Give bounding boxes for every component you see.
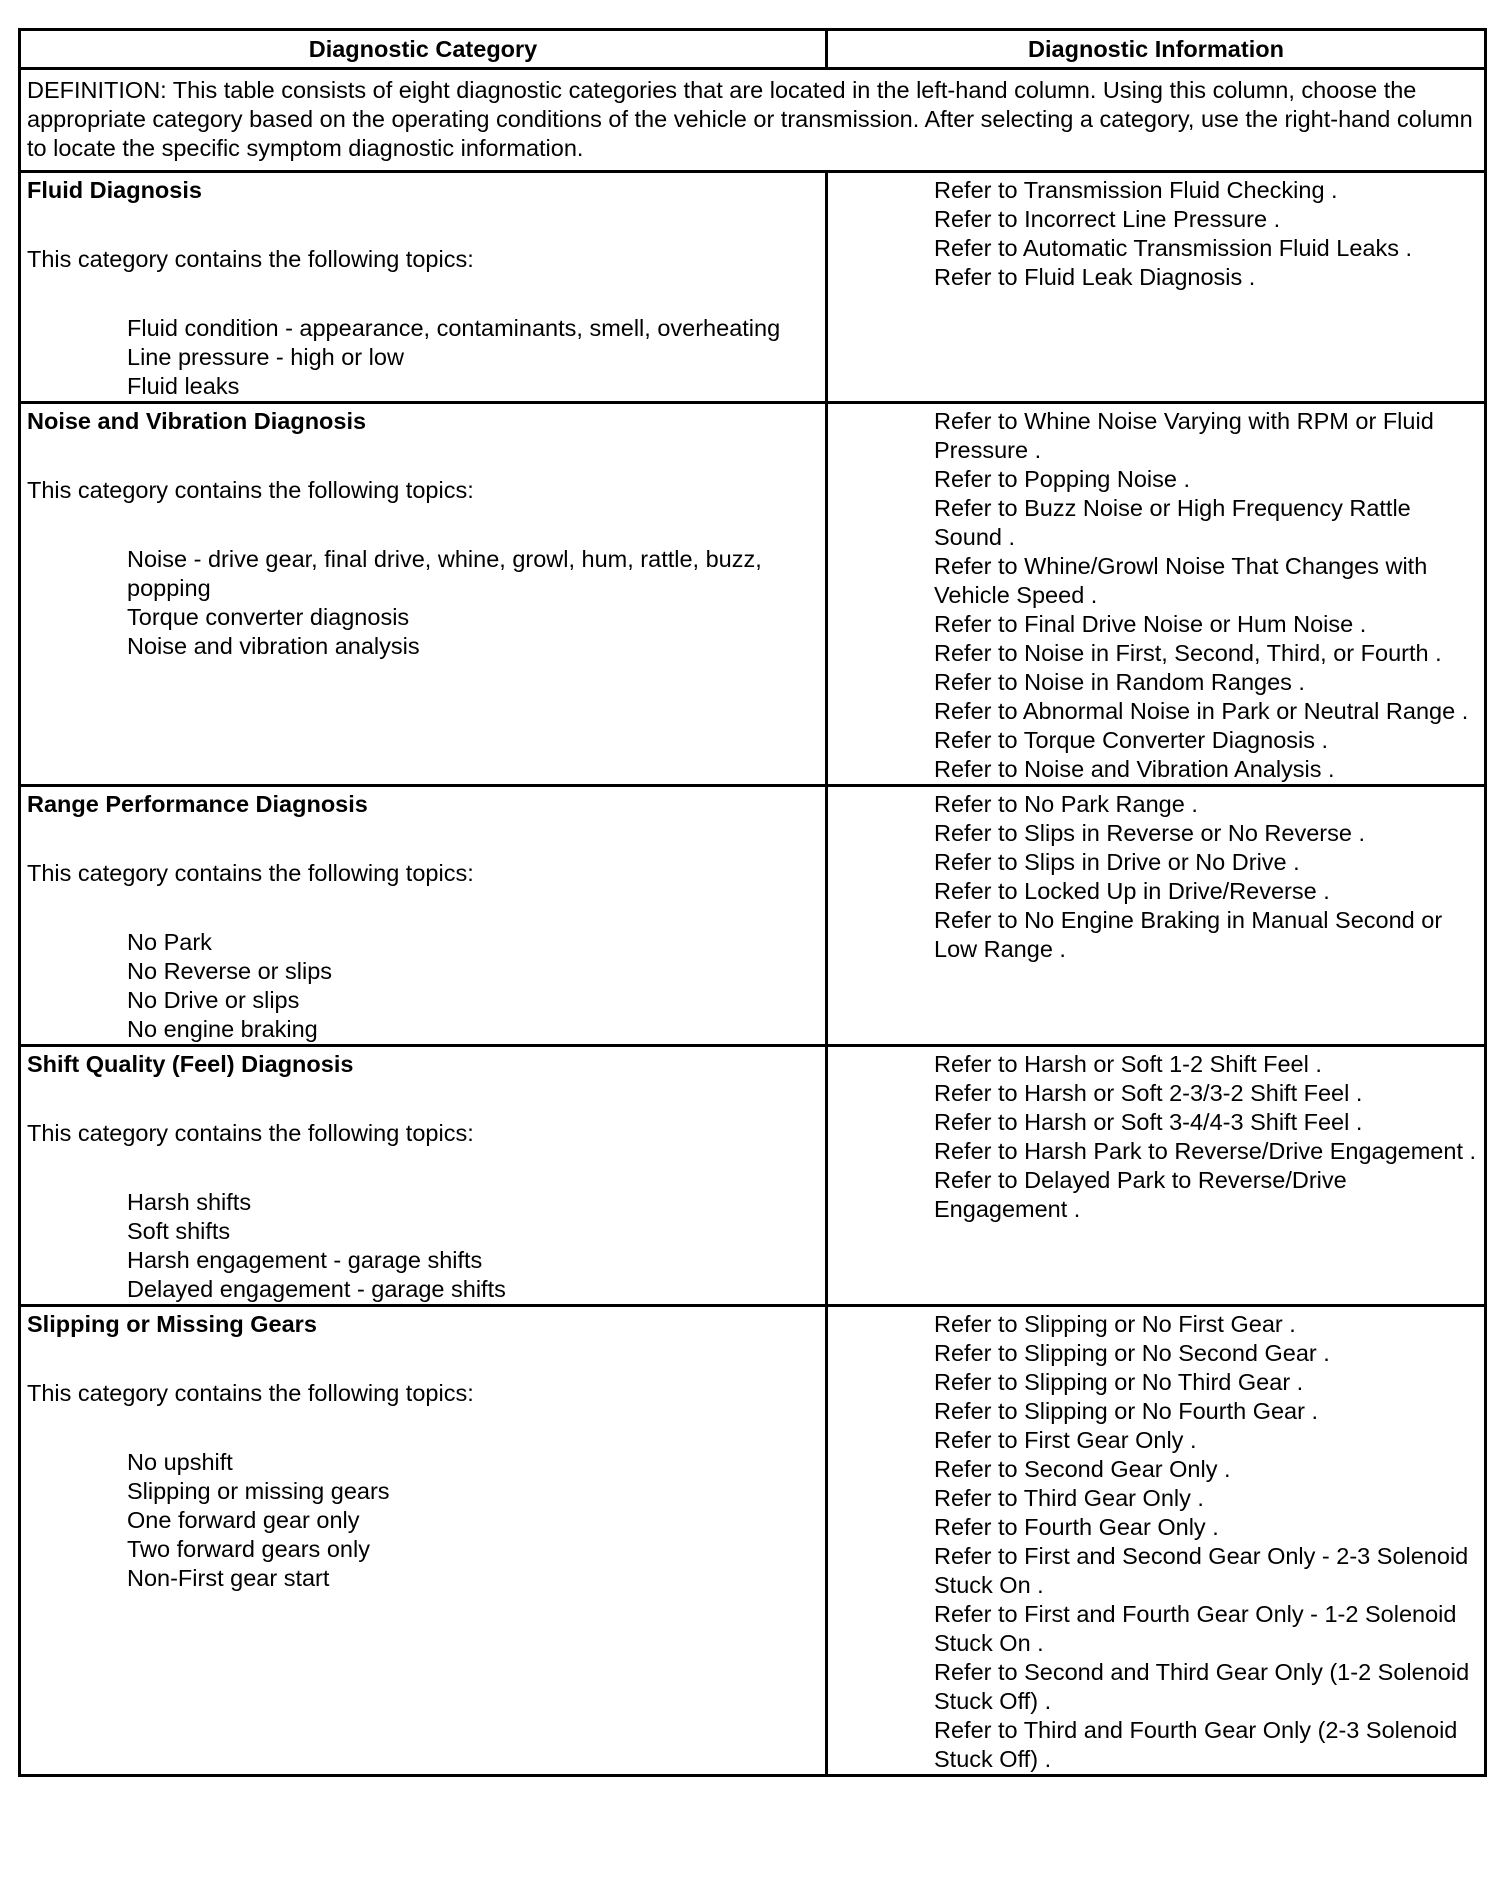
topic-item: No upshift <box>127 1449 233 1475</box>
reference-list <box>834 1310 1480 1774</box>
category-cell <box>20 403 827 786</box>
reference-link[interactable]: Refer to First and Fourth Gear Only - 1-2 Solenoid Stuck On . <box>934 1601 1457 1656</box>
table-row <box>20 1306 1486 1776</box>
topic-item: No Drive or slips <box>127 987 300 1013</box>
header-diagnostic-category: Diagnostic Category <box>20 30 827 69</box>
topic-item: Noise and vibration analysis <box>127 633 420 659</box>
category-cell <box>20 1306 827 1776</box>
topic-item: Torque converter diagnosis <box>127 604 410 630</box>
header-diagnostic-information: Diagnostic Information <box>827 30 1486 69</box>
topic-item: Soft shifts <box>127 1218 231 1244</box>
category-cell <box>20 172 827 403</box>
reference-link[interactable]: Refer to Locked Up in Drive/Reverse . <box>934 878 1330 904</box>
reference-link[interactable]: Refer to Third Gear Only . <box>934 1485 1204 1511</box>
definition-text: DEFINITION: This table consists of eight diagnostic categories that are located in the left-hand column. Using this column, choose the appropriate category based on the operating conditions of the vehicle or transmission. After selecting a category, use the right-hand column to locate the specific symptom diagnostic information. <box>20 69 1486 172</box>
reference-link[interactable]: Refer to Slipping or No Third Gear . <box>934 1369 1304 1395</box>
topic-item: Harsh engagement - garage shifts <box>127 1247 483 1273</box>
category-cell <box>20 786 827 1046</box>
reference-link[interactable]: Refer to Whine Noise Varying with RPM or Fluid Pressure . <box>934 408 1434 463</box>
category-title: Noise and Vibration Diagnosis <box>27 408 367 434</box>
category-intro: This category contains the following topics: <box>27 246 474 272</box>
topic-item: Non-First gear start <box>127 1565 330 1591</box>
reference-list <box>834 1050 1480 1224</box>
topic-item: Line pressure - high or low <box>127 344 404 370</box>
reference-link[interactable]: Refer to Transmission Fluid Checking . <box>934 177 1338 203</box>
topic-list <box>27 545 819 661</box>
info-cell <box>827 786 1486 1046</box>
topic-item: Fluid leaks <box>127 373 240 399</box>
topic-item: Noise - drive gear, final drive, whine, growl, hum, rattle, buzz, popping <box>127 546 762 601</box>
reference-link[interactable]: Refer to Fourth Gear Only . <box>934 1514 1219 1540</box>
reference-link[interactable]: Refer to Noise and Vibration Analysis . <box>934 756 1335 782</box>
reference-link[interactable]: Refer to Slips in Reverse or No Reverse . <box>934 820 1365 846</box>
topic-item: Fluid condition - appearance, contaminants, smell, overheating <box>127 315 781 341</box>
reference-link[interactable]: Refer to Harsh Park to Reverse/Drive Engagement . <box>934 1138 1477 1164</box>
reference-link[interactable]: Refer to Incorrect Line Pressure . <box>934 206 1281 232</box>
reference-link[interactable]: Refer to Harsh or Soft 3-4/4-3 Shift Feel . <box>934 1109 1363 1135</box>
reference-link[interactable]: Refer to Delayed Park to Reverse/Drive Engagement . <box>934 1167 1347 1222</box>
topic-item: No Park <box>127 929 212 955</box>
table-row <box>20 172 1486 403</box>
reference-link[interactable]: Refer to Harsh or Soft 2-3/3-2 Shift Feel . <box>934 1080 1363 1106</box>
reference-link[interactable]: Refer to Popping Noise . <box>934 466 1191 492</box>
reference-link[interactable]: Refer to No Park Range . <box>934 791 1198 817</box>
definition-row <box>20 69 1486 172</box>
topic-item: Harsh shifts <box>127 1189 252 1215</box>
topic-list <box>27 314 819 401</box>
reference-link[interactable]: Refer to No Engine Braking in Manual Second or Low Range . <box>934 907 1443 962</box>
reference-link[interactable]: Refer to Slipping or No First Gear . <box>934 1311 1296 1337</box>
reference-link[interactable]: Refer to Harsh or Soft 1-2 Shift Feel . <box>934 1051 1322 1077</box>
category-title: Shift Quality (Feel) Diagnosis <box>27 1051 354 1077</box>
topic-list <box>27 928 819 1044</box>
table-row <box>20 1046 1486 1306</box>
reference-list <box>834 407 1480 784</box>
reference-link[interactable]: Refer to Noise in First, Second, Third, or Fourth . <box>934 640 1442 666</box>
info-cell <box>827 1306 1486 1776</box>
reference-link[interactable]: Refer to Final Drive Noise or Hum Noise . <box>934 611 1367 637</box>
topic-item: Delayed engagement - garage shifts <box>127 1276 506 1302</box>
topic-item: No Reverse or slips <box>127 958 333 984</box>
info-cell <box>827 1046 1486 1306</box>
category-title: Range Performance Diagnosis <box>27 791 368 817</box>
category-intro: This category contains the following topics: <box>27 477 474 503</box>
reference-link[interactable]: Refer to Automatic Transmission Fluid Leaks . <box>934 235 1413 261</box>
reference-link[interactable]: Refer to Fluid Leak Diagnosis . <box>934 264 1256 290</box>
table-row <box>20 786 1486 1046</box>
reference-link[interactable]: Refer to Torque Converter Diagnosis . <box>934 727 1329 753</box>
table-body <box>20 69 1486 1776</box>
category-intro: This category contains the following topics: <box>27 1380 474 1406</box>
reference-link[interactable]: Refer to Slips in Drive or No Drive . <box>934 849 1300 875</box>
topic-list <box>27 1448 819 1593</box>
reference-link[interactable]: Refer to Buzz Noise or High Frequency Rattle Sound . <box>934 495 1411 550</box>
reference-link[interactable]: Refer to First Gear Only . <box>934 1427 1197 1453</box>
header-row <box>20 30 1486 69</box>
info-cell <box>827 403 1486 786</box>
reference-link[interactable]: Refer to Noise in Random Ranges . <box>934 669 1305 695</box>
category-title: Fluid Diagnosis <box>27 177 202 203</box>
topic-list <box>27 1188 819 1304</box>
info-cell <box>827 172 1486 403</box>
reference-link[interactable]: Refer to Third and Fourth Gear Only (2-3 Solenoid Stuck Off) . <box>934 1717 1458 1772</box>
topic-item: Two forward gears only <box>127 1536 370 1562</box>
reference-link[interactable]: Refer to Slipping or No Second Gear . <box>934 1340 1330 1366</box>
topic-item: No engine braking <box>127 1016 318 1042</box>
diagnostic-table <box>18 28 1487 1777</box>
category-intro: This category contains the following topics: <box>27 1120 474 1146</box>
topic-item: Slipping or missing gears <box>127 1478 390 1504</box>
reference-link[interactable]: Refer to Slipping or No Fourth Gear . <box>934 1398 1319 1424</box>
reference-list <box>834 176 1480 292</box>
reference-link[interactable]: Refer to Whine/Growl Noise That Changes with Vehicle Speed . <box>934 553 1428 608</box>
reference-list <box>834 790 1480 964</box>
reference-link[interactable]: Refer to Second Gear Only . <box>934 1456 1231 1482</box>
topic-item: One forward gear only <box>127 1507 360 1533</box>
category-cell <box>20 1046 827 1306</box>
reference-link[interactable]: Refer to Abnormal Noise in Park or Neutral Range . <box>934 698 1469 724</box>
reference-link[interactable]: Refer to Second and Third Gear Only (1-2 Solenoid Stuck Off) . <box>934 1659 1470 1714</box>
category-intro: This category contains the following topics: <box>27 860 474 886</box>
reference-link[interactable]: Refer to First and Second Gear Only - 2-3 Solenoid Stuck On . <box>934 1543 1469 1598</box>
table-row <box>20 403 1486 786</box>
category-title: Slipping or Missing Gears <box>27 1311 317 1337</box>
